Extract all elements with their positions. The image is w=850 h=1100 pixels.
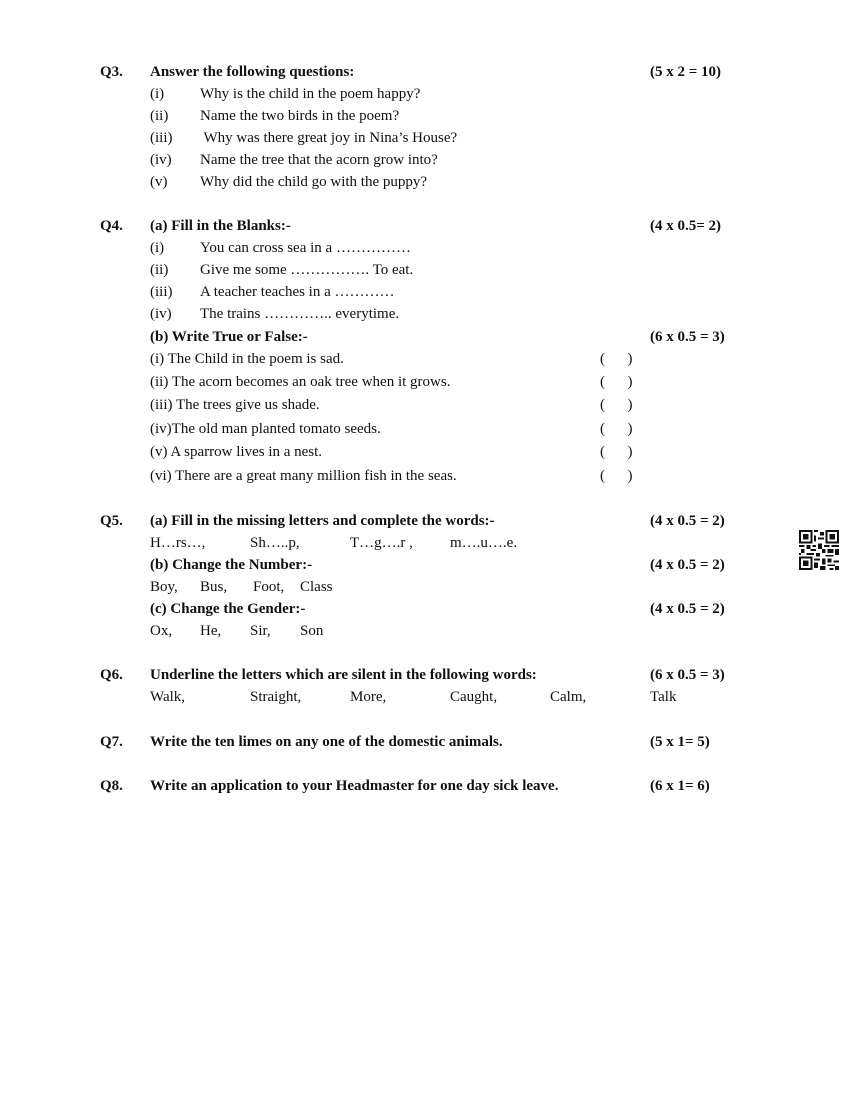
q8-marks: (6 x 1= 6) — [650, 778, 710, 794]
q3-item-text: Name the tree that the acorn grow into? — [200, 152, 438, 168]
answer-bracket: ( ) — [600, 351, 633, 367]
q4a-item-text: Give me some ……………. To eat. — [200, 262, 414, 278]
q5c-title: (c) Change the Gender:- — [150, 601, 306, 617]
q6-word: More, — [350, 689, 387, 705]
q3-item-text: Why was there great joy in Nina’s House? — [200, 130, 458, 146]
q8-number: Q8. — [100, 778, 123, 794]
answer-bracket: ( ) — [600, 397, 633, 413]
q6-marks: (6 x 0.5 = 3) — [650, 667, 725, 683]
q5c-word: Son — [300, 623, 324, 639]
q5b-word: Bus, — [200, 579, 228, 595]
q4b-statement: (iii) The trees give us shade. — [150, 397, 320, 413]
q5a-title: (a) Fill in the missing letters and complete the words:- — [150, 513, 495, 529]
q3-item-text: Why did the child go with the puppy? — [200, 174, 428, 190]
qr-code-icon — [799, 530, 839, 570]
q5c-word: He, — [200, 623, 222, 639]
q5b-word: Foot, — [253, 579, 285, 595]
answer-bracket: ( ) — [600, 468, 633, 484]
q5c-marks: (4 x 0.5 = 2) — [650, 601, 725, 617]
q8-title: Write an application to your Headmaster for one day sick leave. — [150, 778, 559, 794]
q5b-word: Class — [300, 579, 333, 595]
q5a-marks: (4 x 0.5 = 2) — [650, 513, 725, 529]
q6-word: Walk, — [150, 689, 186, 705]
q4b-statement: (ii) The acorn becomes an oak tree when it grows. — [150, 374, 451, 390]
q3-item-roman: (iv) — [150, 152, 172, 168]
q4-number: Q4. — [100, 218, 123, 234]
q4b-statement: (vi) There are a great many million fish in the seas. — [150, 468, 457, 484]
q4a-item-roman: (iv) — [150, 306, 172, 322]
answer-bracket: ( ) — [600, 374, 633, 390]
q5c-word: Ox, — [150, 623, 173, 639]
q4a-item-text: You can cross sea in a …………… — [200, 240, 411, 256]
q5a-word: T…g….r , — [350, 535, 413, 551]
q5b-marks: (4 x 0.5 = 2) — [650, 557, 725, 573]
q5b-title: (b) Change the Number:- — [150, 557, 313, 573]
q6-word: Talk — [650, 689, 677, 705]
q4b-statement: (v) A sparrow lives in a nest. — [150, 444, 323, 460]
q4b-marks: (6 x 0.5 = 3) — [650, 329, 725, 345]
q4a-item-text: The trains ………….. everytime. — [200, 306, 400, 322]
q7-title: Write the ten limes on any one of the domestic animals. — [150, 734, 503, 750]
answer-bracket: ( ) — [600, 444, 633, 460]
q4b-statement: (iv)The old man planted tomato seeds. — [150, 421, 381, 437]
q4a-item-text: A teacher teaches in a ………… — [200, 284, 395, 300]
q3-title: Answer the following questions: — [150, 64, 355, 80]
q4b-title: (b) Write True or False:- — [150, 329, 308, 345]
q3-marks: (5 x 2 = 10) — [650, 64, 722, 80]
q5c-word: Sir, — [250, 623, 271, 639]
q4a-marks: (4 x 0.5= 2) — [650, 218, 722, 234]
q3-item-roman: (i) — [150, 86, 165, 102]
q3-item-roman: (iii) — [150, 130, 173, 146]
q7-number: Q7. — [100, 734, 123, 750]
q4a-item-roman: (iii) — [150, 284, 173, 300]
q5a-word: H…rs…, — [150, 535, 206, 551]
q5a-word: m….u….e. — [450, 535, 518, 551]
q4a-title: (a) Fill in the Blanks:- — [150, 218, 291, 234]
q5a-word: Sh…..p, — [250, 535, 300, 551]
q6-word: Caught, — [450, 689, 498, 705]
q3-item-roman: (ii) — [150, 108, 169, 124]
q3-number: Q3. — [100, 64, 123, 80]
q4b-statement: (i) The Child in the poem is sad. — [150, 351, 344, 367]
q6-word: Calm, — [550, 689, 587, 705]
q5-number: Q5. — [100, 513, 123, 529]
q5b-word: Boy, — [150, 579, 178, 595]
q4a-item-roman: (ii) — [150, 262, 169, 278]
q3-item-roman: (v) — [150, 174, 168, 190]
answer-bracket: ( ) — [600, 421, 633, 437]
q4a-item-roman: (i) — [150, 240, 165, 256]
q7-marks: (5 x 1= 5) — [650, 734, 710, 750]
q6-title: Underline the letters which are silent in the following words: — [150, 667, 537, 683]
q6-word: Straight, — [250, 689, 302, 705]
q3-item-text: Name the two birds in the poem? — [200, 108, 400, 124]
q6-number: Q6. — [100, 667, 123, 683]
q3-item-text: Why is the child in the poem happy? — [200, 86, 421, 102]
